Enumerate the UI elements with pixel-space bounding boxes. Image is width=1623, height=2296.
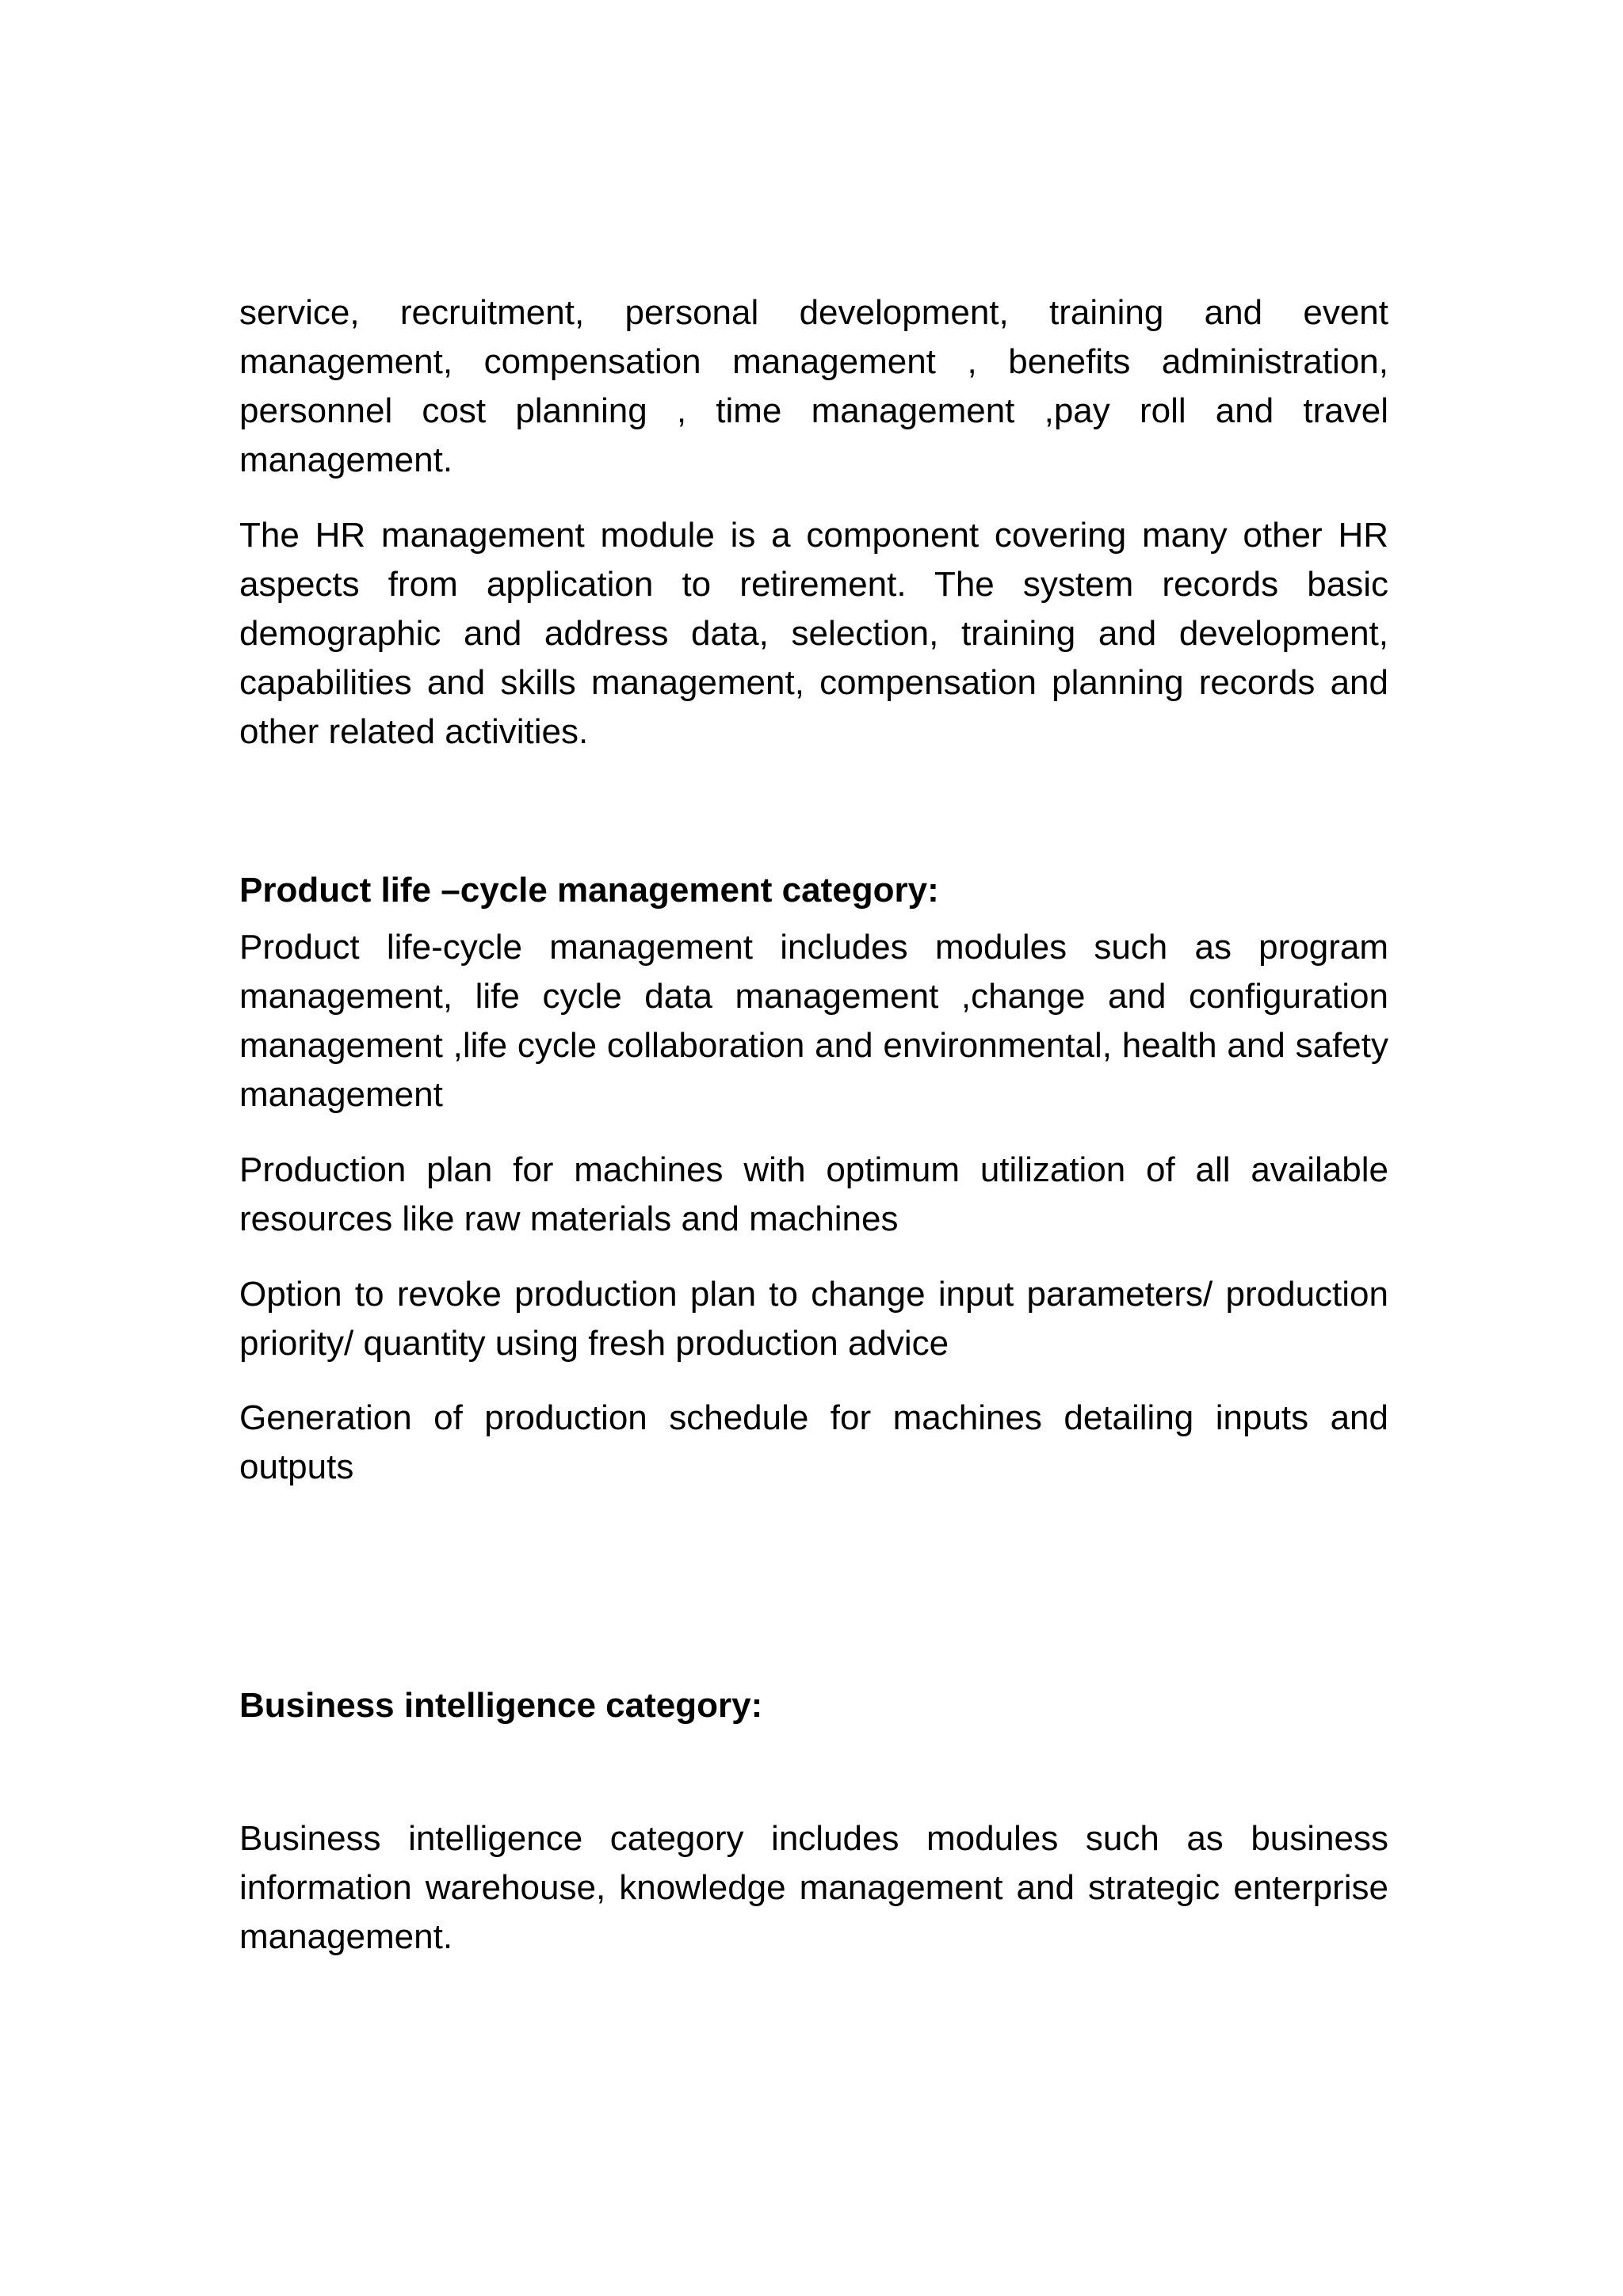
plm-paragraph-modules: Product life-cycle management includes modules such as program management, life cycle data management ,change and configuration management ,life cycle collaboration and environmental, health and safety management (239, 928, 1388, 1114)
plm-paragraph-schedule-generation: Generation of production schedule for machines detailing inputs and outputs (239, 1398, 1388, 1486)
bi-paragraph: Business intelligence category includes modules such as business information warehouse, knowledge management and strategic enterprise management. (239, 1819, 1388, 1956)
plm-heading: Product life –cycle management category: (239, 871, 939, 910)
plm-paragraph-revoke-option: Option to revoke production plan to change input parameters/ production priority/ quantity using fresh production advice (239, 1275, 1388, 1363)
intro-continuation-paragraph: service, recruitment, personal development, training and event management, compensation management , benefits administration, personnel cost planning , time management ,pay roll and travel management. (239, 293, 1388, 479)
bi-heading: Business intelligence category: (239, 1686, 763, 1725)
plm-paragraph-production-plan: Production plan for machines with optimum utilization of all available resources like raw materials and machines (239, 1150, 1388, 1238)
hr-module-paragraph: The HR management module is a component covering many other HR aspects from application to retirement. The system records basic demographic and address data, selection, training and development, capabilities and skills management, compensation planning records and other related activities. (239, 516, 1388, 751)
